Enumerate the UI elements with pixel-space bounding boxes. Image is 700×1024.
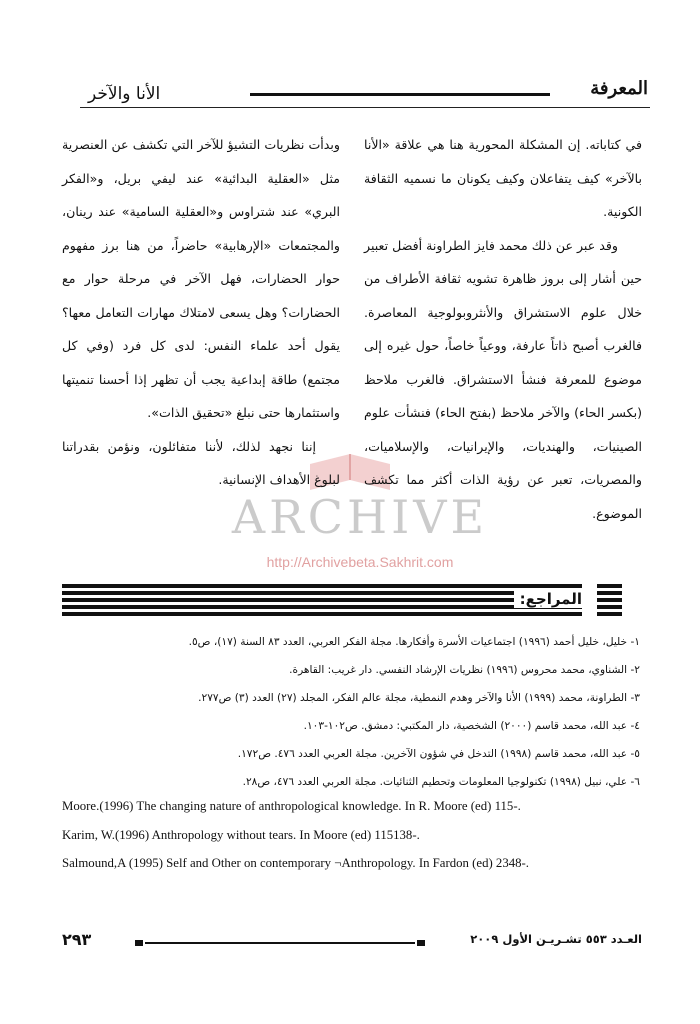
paragraph: إننا نجهد لذلك، لأننا متفائلون، ونؤمن بقدراتنا لبلوغ الأهداف الإنسانية. [62,438,340,487]
list-item: ٣- الطراونة، محمد (١٩٩٩) الأنا والآخر وهدم النمطية، مجلة عالم الفكر، المجلد (٢٧) العدد (٣) ص٢٧٧. [198,692,640,704]
section-title: الأنا والآخر [88,84,161,104]
watermark-text: ARCHIVE [231,490,489,544]
footer-rule [135,939,425,947]
list-item: ١- خليل، خليل أحمد (١٩٩٦) اجتماعيات الأسرة وأفكارها. مجلة الفكر العربي، العدد ٨٣ السنة (١٧)، ص٥. [188,636,640,648]
watermark-url: http://Archivebeta.Sakhrit.com [266,554,454,570]
list-item: ٥- عبد الله، محمد قاسم (١٩٩٨) التدخل في شؤون الآخرين. مجلة العربي العدد ٤٧٦. ص١٧٢. [237,748,640,760]
arabic-references [60,628,640,796]
list-item: Moore.(1996) The changing nature of anthropological knowledge. In R. Moore (ed) 115-. [62,799,521,813]
left-column [62,128,340,497]
list-item: ٦- علي، نبيل (١٩٩٨) تكنولوجيا المعلومات وتحطيم الثنائيات. مجلة العربي العدد ٤٧٦، ص٢٨. [242,776,640,788]
references-title: المراجع: [514,590,588,608]
right-column [364,128,642,530]
list-item: Salmound,A (1995) Self and Other on contemporary ¬Anthropology. In Fardon (ed) 2348-. [62,856,529,870]
list-item: ٤- عبد الله، محمد قاسم (٢٠٠٠) الشخصية، دار المكتبي: دمشق. ص١٠٢-١٠٣. [303,720,640,732]
list-item: ٢- الشناوي، محمد محروس (١٩٩٦) نظريات الإرشاد النفسي. دار غريب: القاهرة. [289,664,640,676]
paragraph: وبدأت نظريات التشيؤ للآخر التي تكشف عن العنصرية مثل «العقلية البدائية» عند ليفي بريل، و«الفكر البري» عند شتراوس و«العقلية السامية» عند رينان، والمجتمعات «الإرهابية» حاضراً، من هنا برز مفهوم حوار الحضارات، فهل الآخر في مرحلة حوار مع الحضارات؟ وهل يسعى لامتلاك مهارات التعامل معها؟ يقول أحد علماء النفس: لدى كل فرد (وفي كل مجتمع) طاقة إبداعية يجب أن تظهر إذا أحسنا تنميتها واستثمارها حتى نبلغ «تحقيق الذات». [62,137,340,420]
issue-label: العـدد ٥٥٣ تشـريـن الأول ٢٠٠٩ [470,932,642,946]
list-item: Karim, W.(1996) Anthropology without tears. In Moore (ed) 115138-. [62,827,420,842]
header-rule [250,93,550,96]
magazine-logo: المعرفة [590,78,648,99]
paragraph: وقد عبر عن ذلك محمد فايز الطراونة أفضل تعبير حين أشار إلى بروز ظاهرة تشويه ثقافة الأطراف من خلال علوم الاستشراق والأنثروبولوجية المعاصرة. فالغرب أصبح ذاتاً عارفة، ووعياً خاصاً، حول غيره إلى موضوع للمعرفة فنشأ الاستشراق. فالغرب ملاحظ (بكسر الحاء) والآخر ملاحظ (بفتح الحاء) فنشأت علوم الصينيات، والهنديات، والإيرانيات، والإسلاميات، والمصريات، تعبر عن رؤية الذات أكثر مما تكشف الموضوع. [364,237,642,521]
english-references [62,792,642,878]
header-divider [80,107,650,108]
paragraph: في كتاباته. إن المشكلة المحورية هنا هي علاقة «الأنا بالآخر» كيف يتفاعلان وكيف يكونان ما نسميه الثقافة الكونية. [364,137,642,219]
page-number: ٢٩٣ [62,930,92,949]
